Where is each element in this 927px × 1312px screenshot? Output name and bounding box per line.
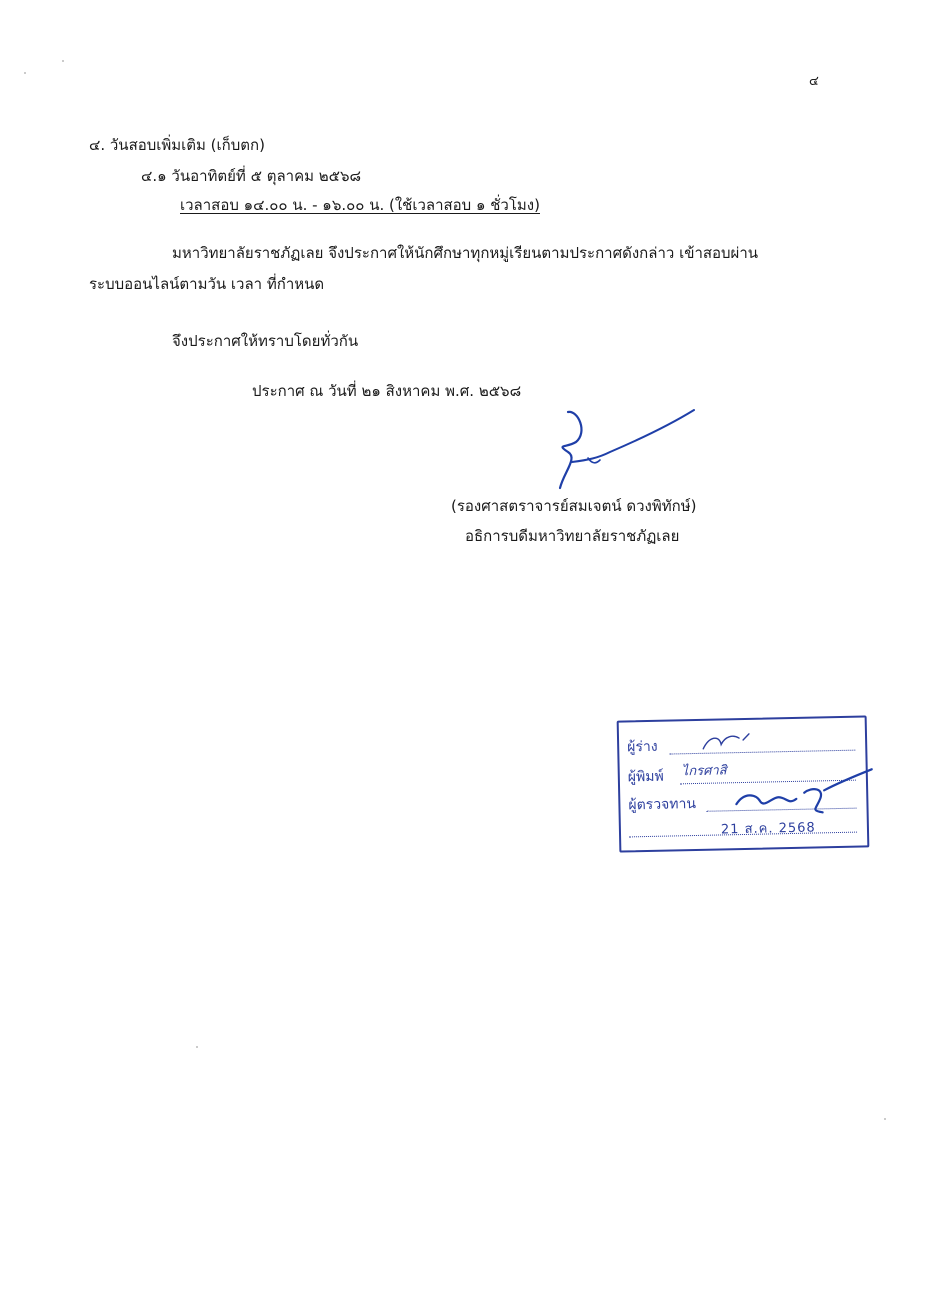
stamp-date: 21 ส.ค. 2568: [720, 820, 816, 838]
scan-speck: [62, 60, 64, 62]
body-line-1: มหาวิทยาลัยราชภัฏเลย จึงประกาศให้นักศึกษาทุกหมู่เรียนตามประกาศดังกล่าว เข้าสอบผ่าน: [172, 244, 759, 262]
announcement-date: ประกาศ ณ วันที่ ๒๑ สิงหาคม พ.ศ. ๒๕๖๘: [252, 382, 522, 400]
signatory-title: อธิการบดีมหาวิทยาลัยราชภัฏเลย: [465, 527, 680, 545]
reviewer-signature: [730, 765, 881, 818]
signatory-name: (รองศาสตราจารย์สมเจตน์ ดวงพิทักษ์): [451, 497, 697, 515]
stamp-drafter-label: ผู้ร่าง: [627, 738, 658, 756]
section-heading: ๔. วันสอบเพิ่มเติม (เก็บตก): [89, 136, 265, 154]
exam-time: เวลาสอบ ๑๔.๐๐ น. - ๑๖.๐๐ น. (ใช้เวลาสอบ ๑ ชั่วโมง): [180, 196, 540, 214]
body-line-2: ระบบออนไลน์ตามวัน เวลา ที่กำหนด: [89, 275, 325, 293]
page-number: ๔: [809, 74, 819, 89]
scan-speck: [24, 72, 26, 74]
drafter-initials: [699, 730, 759, 753]
stamp-reviewer-label: ผู้ตรวจทาน: [628, 795, 697, 814]
scan-speck: [196, 1046, 198, 1048]
stamp-typist-handwritten: ไกรศาสิ: [681, 763, 727, 780]
closing-statement: จึงประกาศให้ทราบโดยทั่วกัน: [172, 332, 359, 350]
scan-speck: [884, 1118, 886, 1120]
stamp-typist-label: ผู้พิมพ์: [627, 768, 664, 786]
subsection-heading: ๔.๑ วันอาทิตย์ที่ ๕ ตุลาคม ๒๕๖๘: [141, 167, 362, 185]
routing-stamp: [617, 715, 870, 852]
stamp-drafter-line: [669, 750, 855, 755]
signature: [548, 402, 728, 492]
